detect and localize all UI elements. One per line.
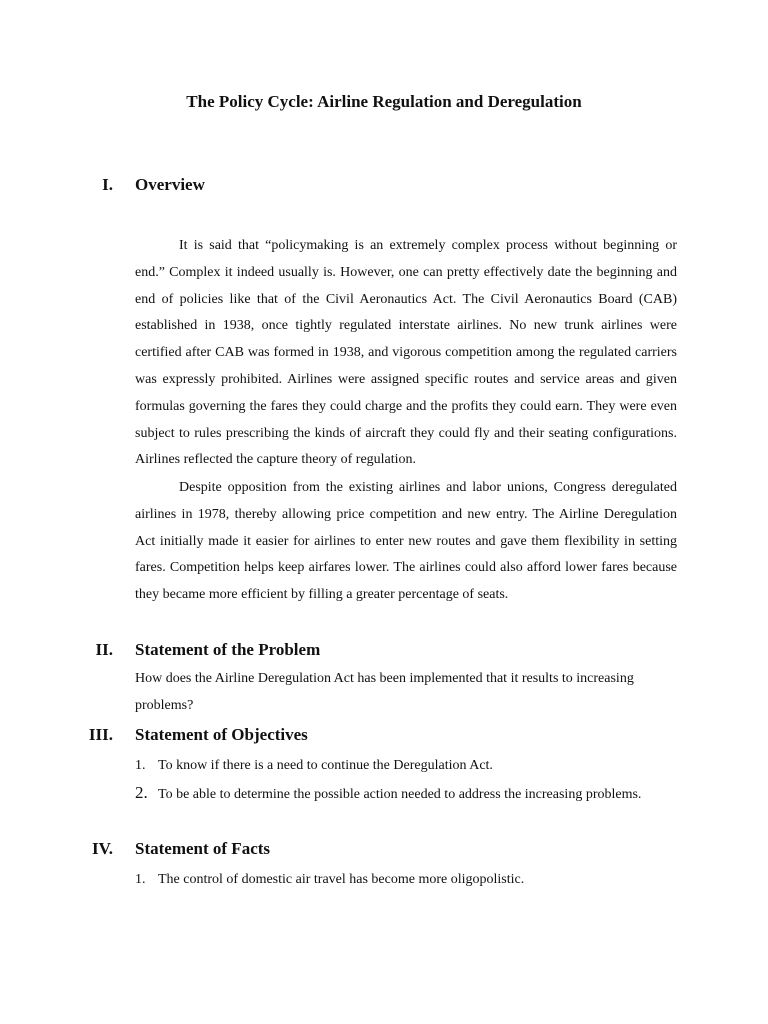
- section-title: Statement of the Problem: [135, 640, 321, 659]
- overview-paragraph-1: [135, 233, 677, 474]
- list-number: 1.: [135, 872, 146, 887]
- section-numeral: IV.: [92, 839, 113, 858]
- problem-statement: How does the Airline Deregulation Act has been implemented that it results to increasing problems?: [135, 671, 634, 713]
- overview-paragraph-2: [135, 475, 677, 609]
- list-number: 2.: [135, 783, 148, 802]
- list-text: To know if there is a need to continue the Deregulation Act.: [158, 758, 493, 773]
- section-title: Statement of Facts: [135, 839, 271, 858]
- section-numeral: I.: [102, 175, 113, 194]
- list-number: 1.: [135, 758, 146, 773]
- section-numeral: III.: [88, 725, 113, 744]
- section-numeral: II.: [95, 640, 113, 659]
- paragraph-text: Despite opposition from the existing airlines and labor unions, Congress deregulated airlines in 1978, thereby allowing price competition and new entry. The Airline Deregulation Act initially made it easier for airlines to enter new routes and gave them flexibility in setting fares. Competition helps keep airfares lower. The airlines could also afford lower fares because they became more efficient by filling a greater percentage of seats.: [135, 480, 677, 603]
- list-text: To be able to determine the possible action needed to address the increasing problems.: [158, 787, 642, 802]
- paragraph-text: It is said that “policymaking is an extremely complex process without beginning or end.” Complex it indeed usually is. However, one can pretty effectively date the beginning and end of policies like that of the Civil Aeronautics Act. The Civil Aeronautics Board (CAB) established in 1938, once tightly regulated interstate airlines. No new trunk airlines were certified after CAB was formed in 1938, and vigorous competition among the regulated carriers was expressly prohibited. Airlines were assigned specific routes and service areas and given formulas governing the fares they could charge and the profits they could earn. They were even subject to rules prescribing the kinds of aircraft they could fly and their seating configurations. Airlines reflected the capture theory of regulation.: [135, 238, 677, 468]
- section-title: Overview: [135, 175, 205, 194]
- list-text: The control of domestic air travel has become more oligopolistic.: [158, 872, 525, 887]
- section-title: Statement of Objectives: [135, 725, 308, 744]
- document-title: The Policy Cycle: Airline Regulation and Deregulation: [186, 92, 582, 111]
